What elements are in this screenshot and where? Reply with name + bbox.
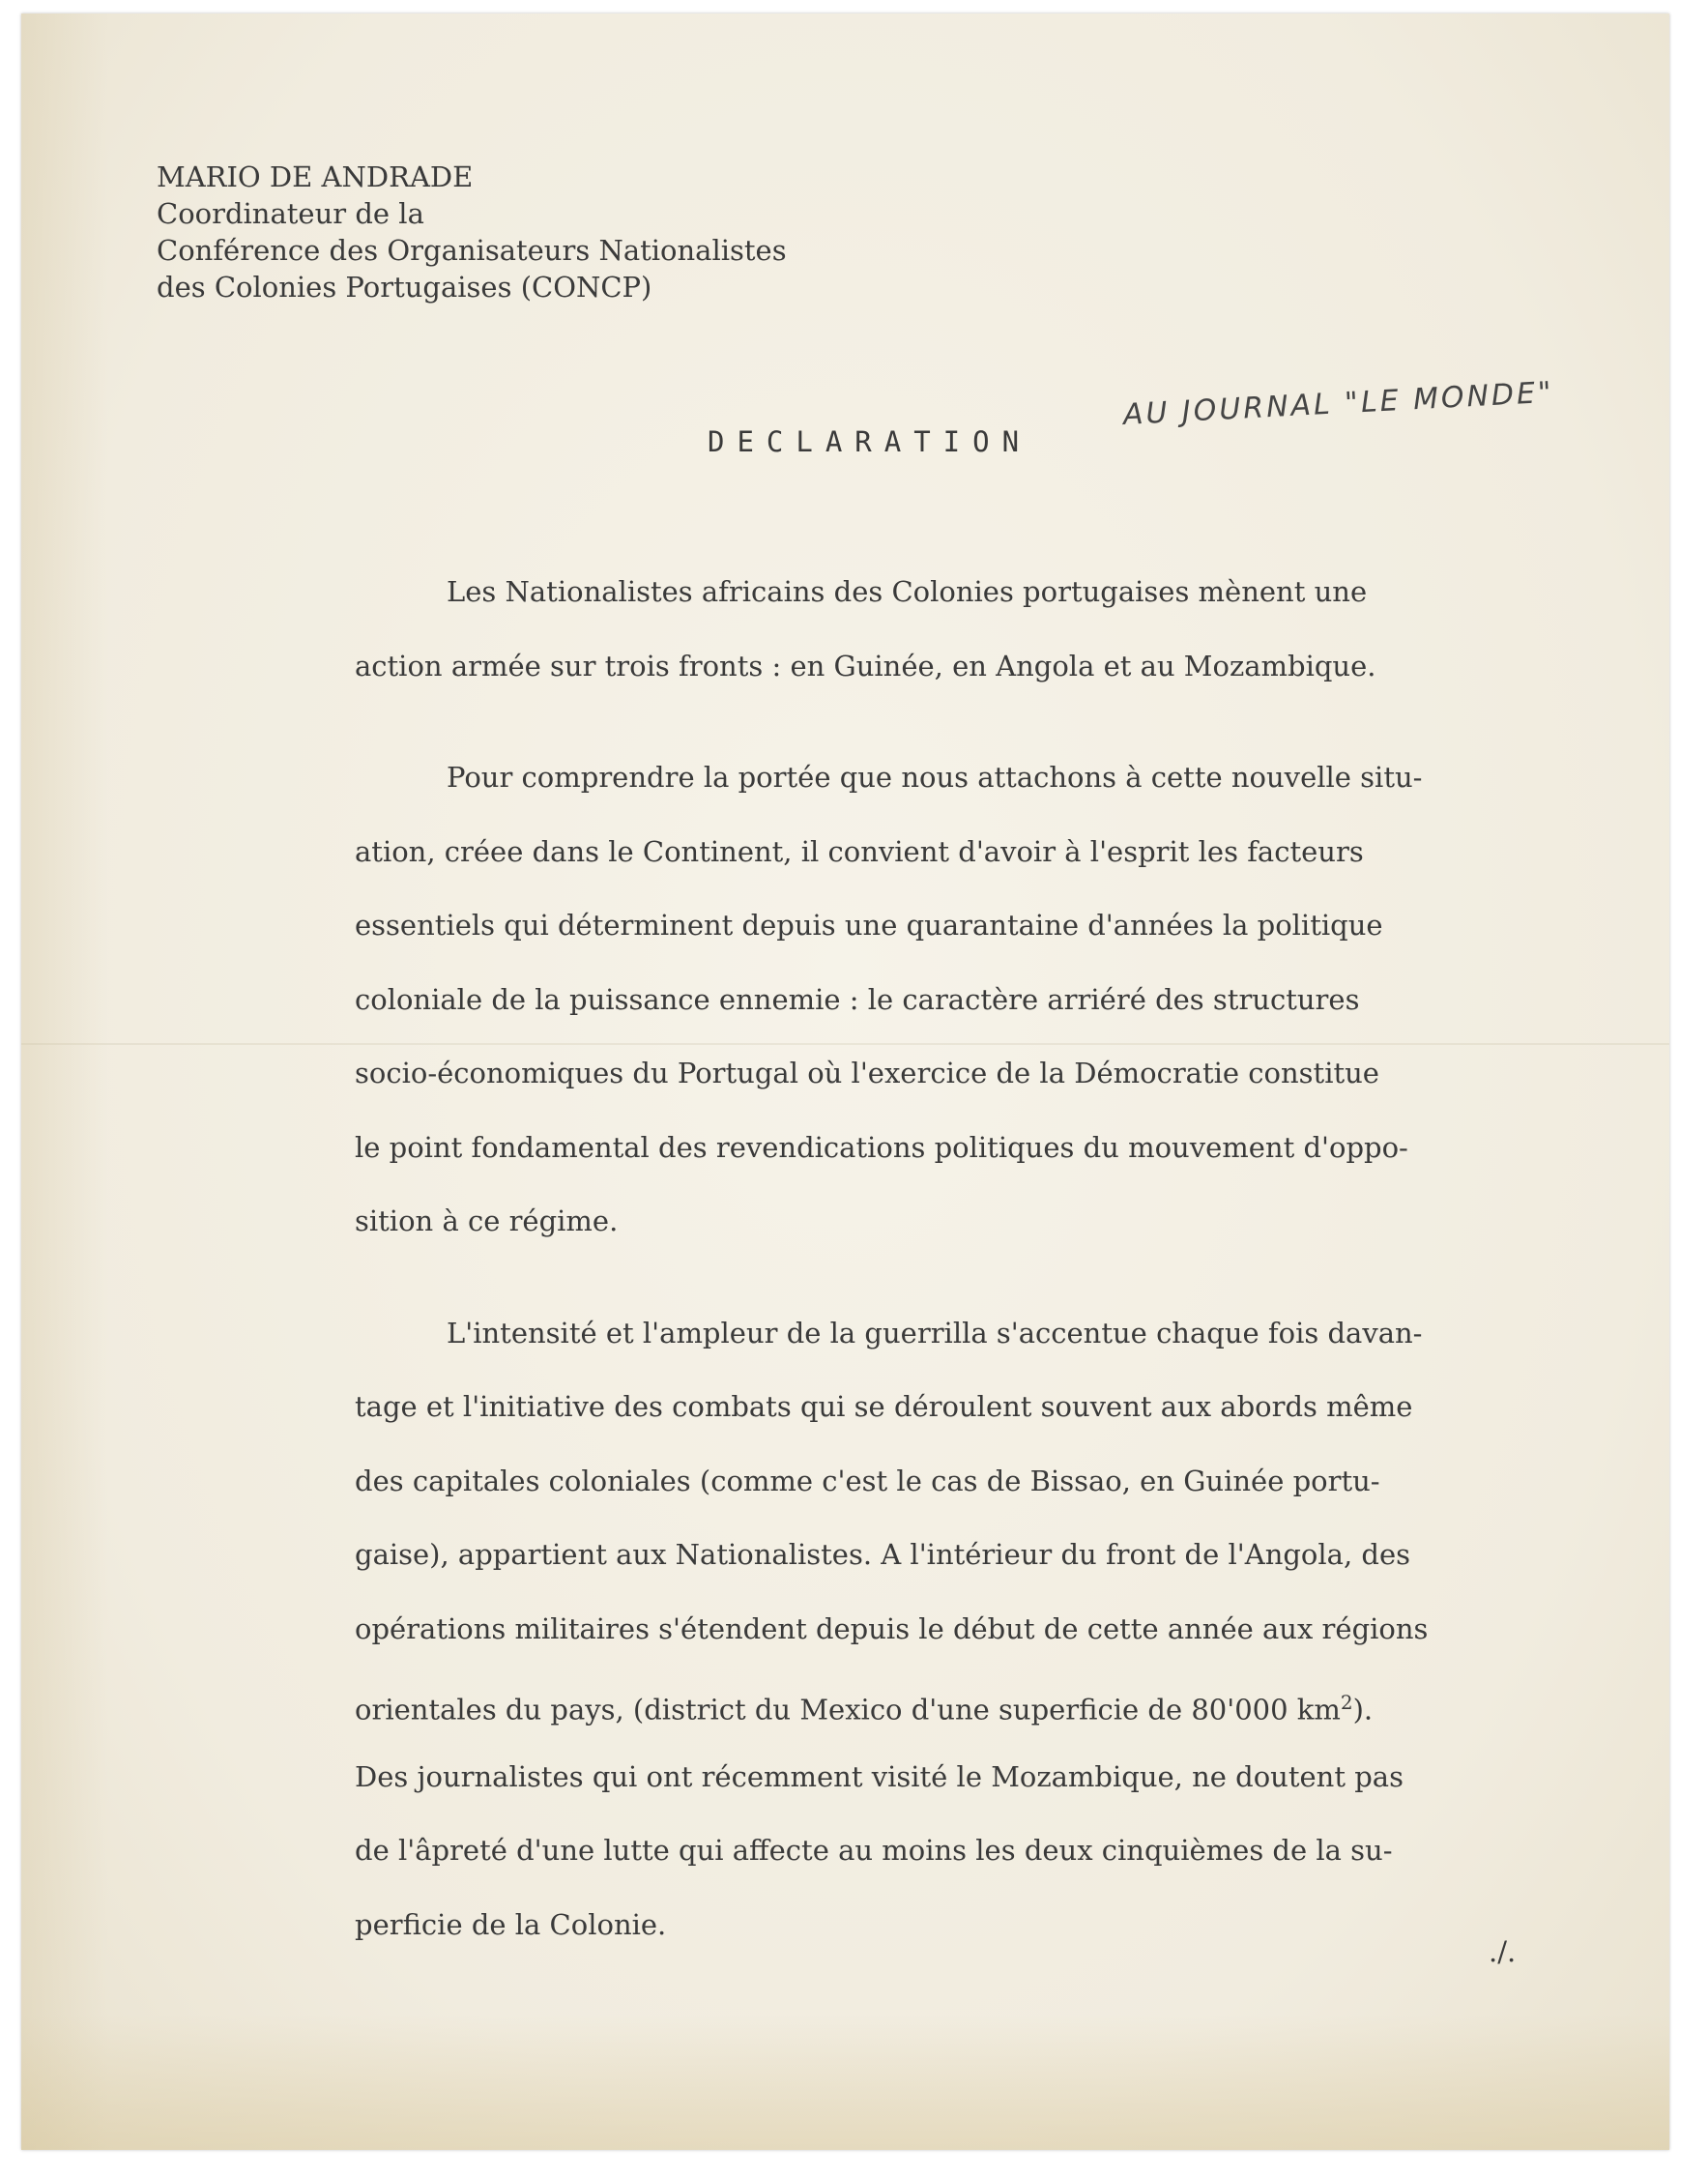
text-line: perficie de la Colonie.	[355, 1907, 667, 1941]
sender-org-line2: des Colonies Portugaises (CONCP)	[157, 271, 652, 304]
paragraph-1	[355, 567, 1587, 715]
text-line: Pour comprendre la portée que nous attachons à cette nouvelle situ-	[447, 761, 1423, 794]
paper-stain-bottom	[21, 2015, 1669, 2150]
sender-org-line1: Conférence des Organisateurs Nationalistes	[157, 234, 787, 267]
document-body	[355, 567, 1587, 2012]
text-line: coloniale de la puissance ennemie : le caractère arriéré des structures	[355, 982, 1360, 1016]
text-line: socio-économiques du Portugal où l'exercice de la Démocratie constitue	[355, 1057, 1379, 1089]
superscript: 2	[1340, 1691, 1353, 1714]
text-line: opérations militaires s'étendent depuis le début de cette année aux régions	[355, 1611, 1429, 1645]
text-line: L'intensité et l'ampleur de la guerrilla s'accentue chaque fois davan-	[447, 1316, 1423, 1349]
handwritten-annotation: AU JOURNAL "LE MONDE"	[1122, 375, 1555, 432]
paper-stain-left	[21, 14, 108, 2150]
sender-block	[157, 159, 787, 305]
text-span: ).	[1352, 1693, 1374, 1726]
text-line: des capitales coloniales (comme c'est le cas de Bissao, en Guinée portu-	[355, 1464, 1380, 1497]
sender-name: MARIO DE ANDRADE	[157, 160, 474, 193]
text-span: orientales du pays, (district du Mexico d'une superficie de 80'000 km	[355, 1693, 1341, 1726]
text-line: Des journalistes qui ont récemment visité le Mozambique, ne doutent pas	[355, 1759, 1404, 1793]
text-line: sition à ce régime.	[355, 1204, 619, 1237]
sender-role: Coordinateur de la	[157, 197, 424, 230]
text-line: action armée sur trois fronts : en Guinée, en Angola et au Mozambique.	[355, 649, 1376, 682]
paragraph-3	[355, 1309, 1587, 1975]
text-line: Les Nationalistes africains des Colonies portugaises mènent une	[447, 575, 1368, 608]
paper-sheet	[21, 14, 1669, 2150]
continuation-mark: ./.	[1489, 1935, 1517, 1968]
text-line: gaise), appartient aux Nationalistes. A l'intérieur du front de l'Angola, des	[355, 1538, 1411, 1571]
text-line: essentiels qui déterminent depuis une quarantaine d'années la politique	[355, 909, 1383, 942]
document-title: DECLARATION	[708, 425, 1032, 458]
text-line: le point fondamental des revendications politiques du mouvement d'oppo-	[355, 1130, 1408, 1164]
text-line: de l'âpreté d'une lutte qui affecte au moins les deux cinquièmes de la su-	[355, 1834, 1393, 1867]
paragraph-2	[355, 753, 1587, 1271]
text-line: ation, créee dans le Continent, il convient d'avoir à l'esprit les facteurs	[355, 834, 1364, 868]
text-line: tage et l'initiative des combats qui se déroulent souvent aux abords même	[355, 1390, 1413, 1423]
text-line-with-superscript	[355, 1678, 1587, 1753]
